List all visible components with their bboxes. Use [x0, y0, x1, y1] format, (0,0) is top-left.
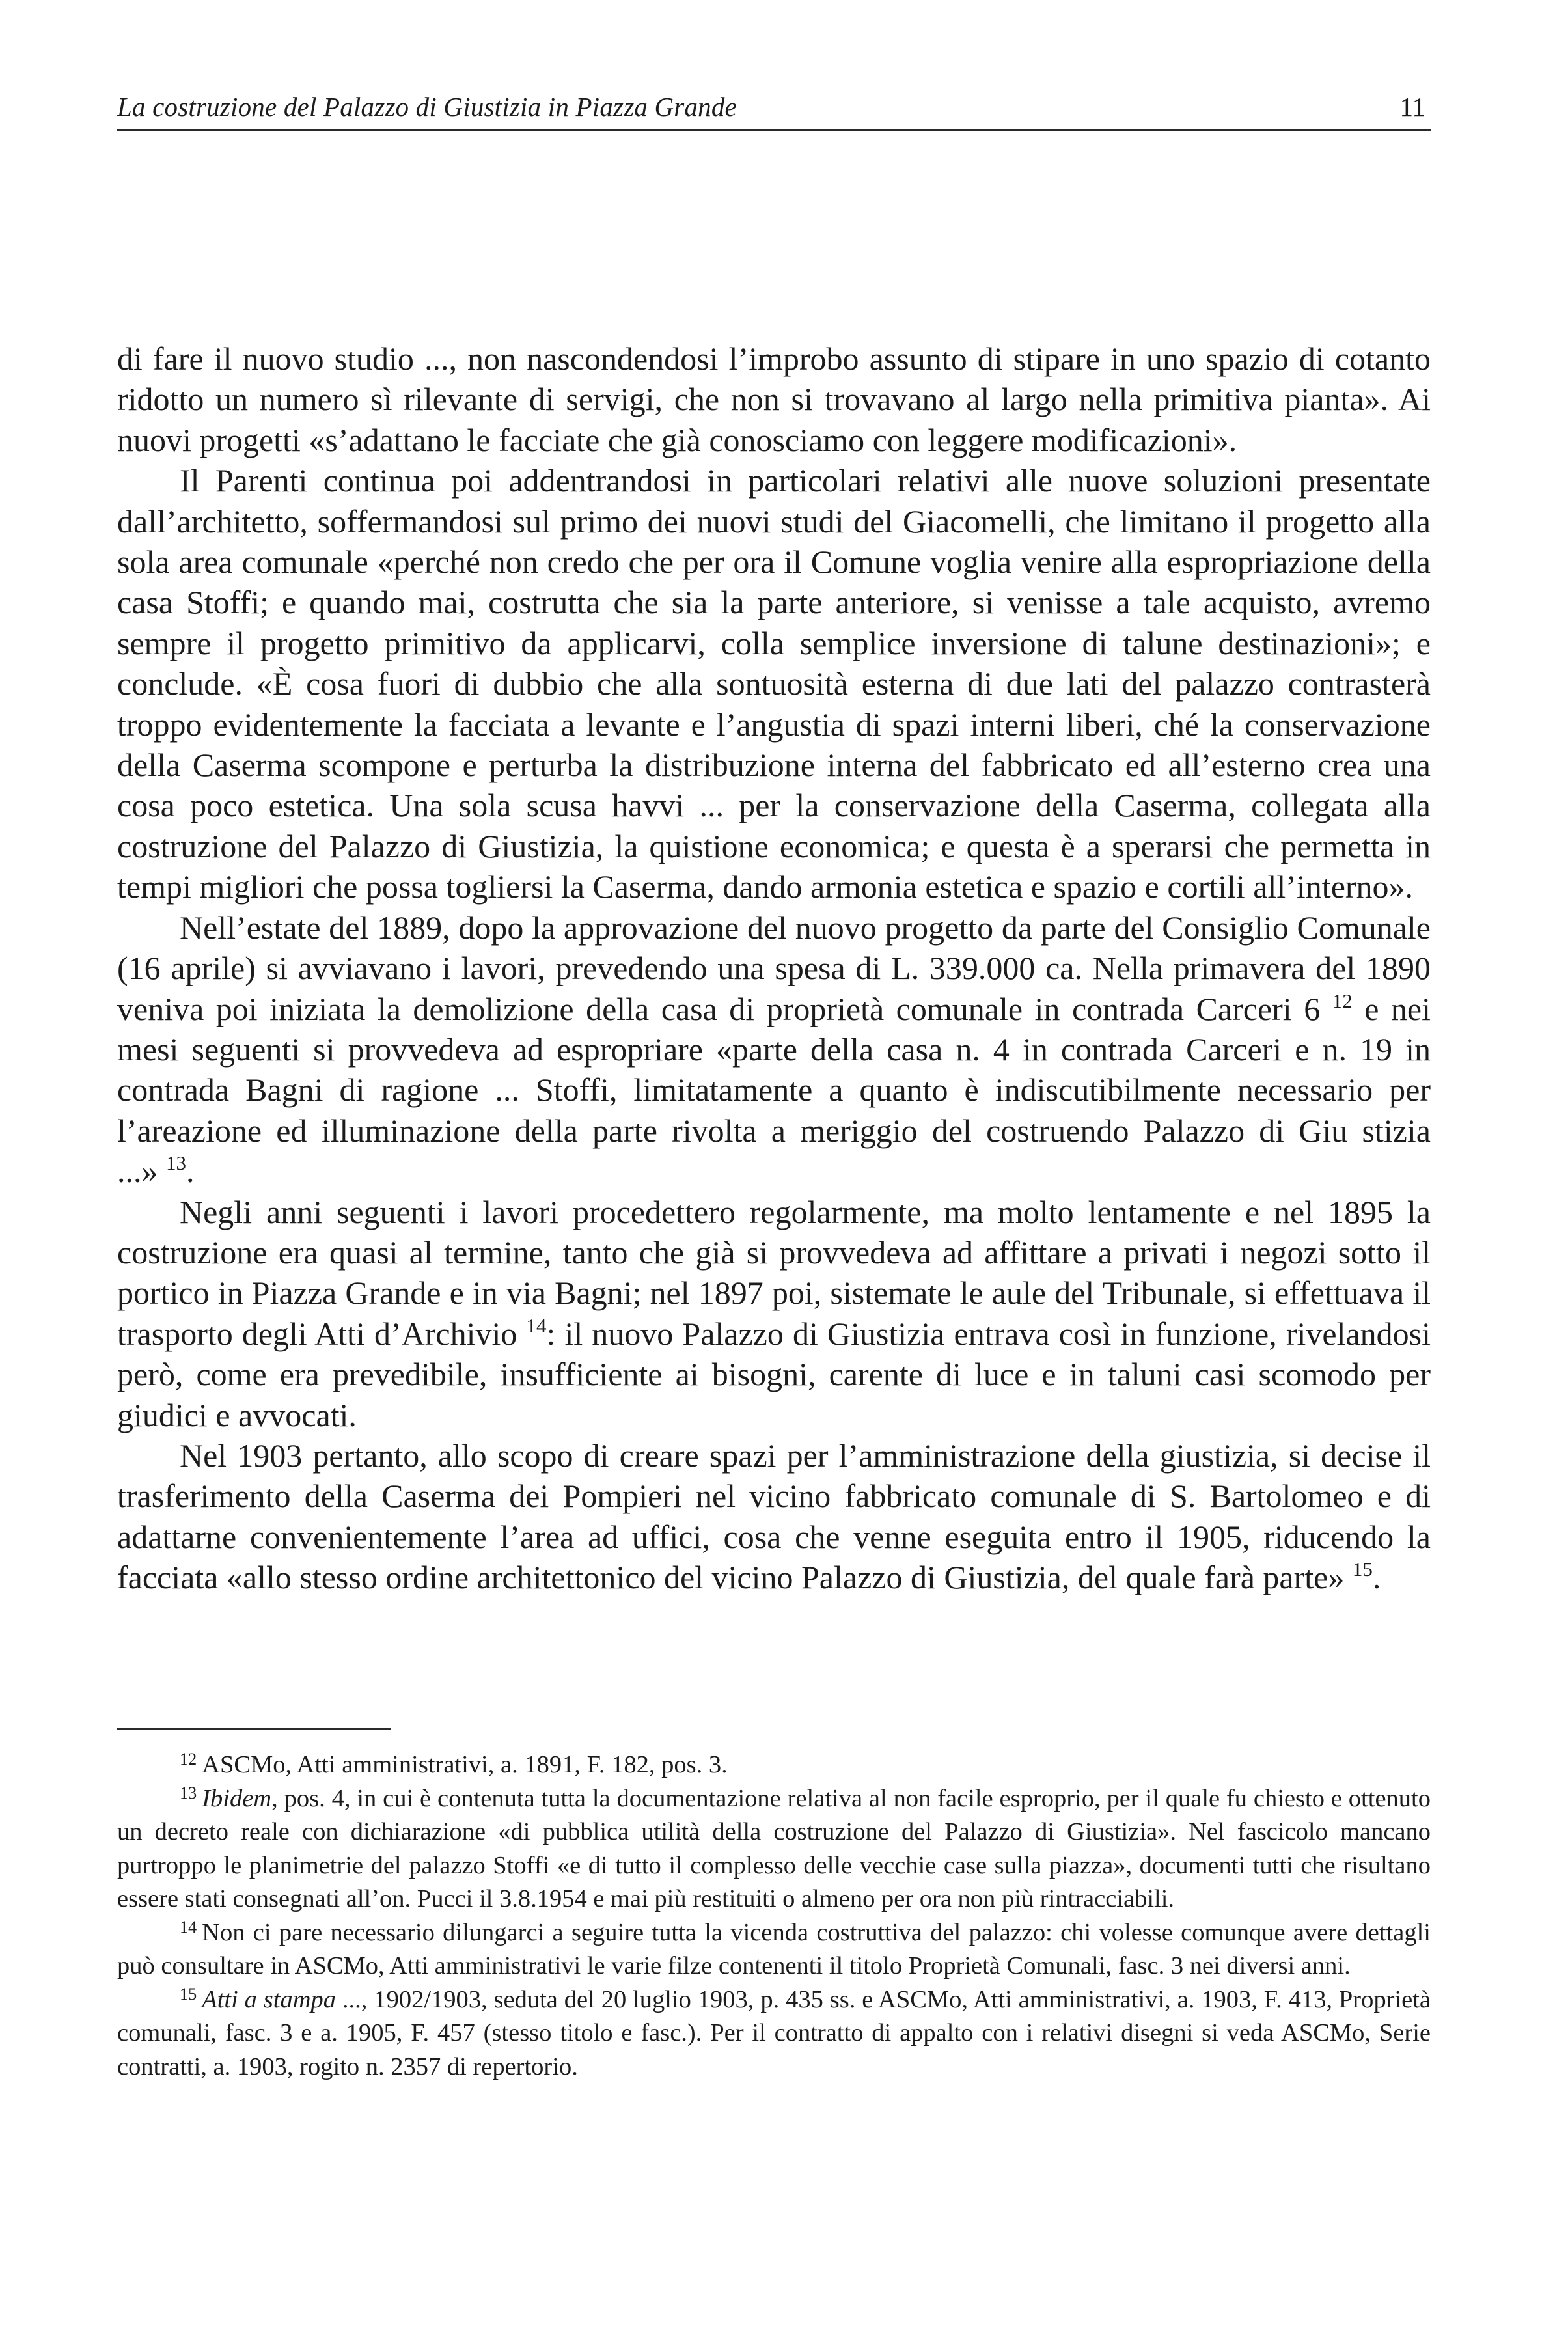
paragraph-5-text-a: Nel 1903 pertanto, allo scopo di creare spazi per l’amministrazione della giustizia, si decise il trasferimento della Caserma dei Pompieri nel vicino fabbricato comunale di S. Bartolomeo e di adattarne convenientemente l’area ad uffici, cosa che venne eseguita entro il 1905, riducendo la facciata «allo stesso ordine architettonico del vicino Palazzo di Giustizia, del quale farà parte»	[117, 1437, 1431, 1596]
footnote-14	[117, 1916, 1431, 1983]
footnote-number: 12	[180, 1750, 197, 1769]
footnote-ref-13[interactable]: 13	[166, 1151, 186, 1174]
footnote-text: ..., 1902/1903, seduta del 20 luglio 1903, p. 435 ss. e ASCMo, Atti amministrativi, a. 1903, F. 413, Proprietà comunali, fasc. 3 e a. 1905, F. 457 (stesso titolo e fasc.). Per il contratto di appalto con i relativi disegni si veda ASCMo, Serie contratti, a. 1903, rogito n. 2357 di repertorio.	[117, 1985, 1431, 2080]
footnote-number: 13	[180, 1783, 197, 1802]
footnote-text: ASCMo, Atti amministrativi, a. 1891, F. 182, pos. 3.	[202, 1751, 728, 1778]
footnote-italic: Atti a stampa	[202, 1985, 337, 2013]
footnote-number: 15	[180, 1984, 197, 2004]
paragraph-4-text-b: : il nuovo Palazzo di Giustizia entrava così in funzione, rivelandosi però, come era prevedibile, insufficiente ai bisogni, carente di luce e in taluni casi scomodo per giudici e avvocati.	[117, 1315, 1431, 1433]
paragraph-2-text: Il Parenti continua poi addentrandosi in particolari relativi alle nuove soluzioni presentate dall’architetto, soffermandosi sul primo dei nuovi studi del Giacomelli, che limitano il progetto alla sola area comunale «perché non credo che per ora il Comune voglia venire alla espropriazione della casa Stoffi; e quando mai, costrutta che sia la parte anteriore, si venisse a tale acquisto, avremo sempre il progetto primitivo da applicarvi, colla semplice inversione di talune destinazioni»; e conclude. «È cosa fuori di dubbio che alla sontuosità esterna di due lati del palazzo contrasterà troppo evidentemente la facciata a levante e l’angustia di spazi interni liberi, ché la conservazione della Caserma scompone e perturba la distribuzione interna del fabbricato ed all’esterno crea una cosa poco estetica. Una sola scusa havvi ... per la conservazione della Caserma, collegata alla costruzione del Palazzo di Giustizia, la quistione economica; e questa è a sperarsi che permetta in tempi migliori che possa togliersi la Caserma, dando armonia estetica e spazio e cortili all’interno».	[117, 462, 1431, 905]
paragraph-3	[117, 907, 1431, 1192]
body-text	[117, 338, 1431, 1598]
footnote-13	[117, 1782, 1431, 1916]
running-header	[117, 77, 1431, 131]
footnote-ref-14[interactable]: 14	[526, 1314, 547, 1337]
paragraph-4	[117, 1192, 1431, 1435]
footnote-text: Non ci pare necessario dilungarci a seguire tutta la vicenda costruttiva del palazzo: chi volesse comunque avere dettagli può consultare in ASCMo, Atti amministrativi le varie filze contenenti il titolo Proprietà Comunali, fasc. 3 nei diversi anni.	[117, 1918, 1431, 1979]
paragraph-1-text: di fare il nuovo studio ..., non nascondendosi l’improbo assunto di stipare in uno spazio di cotanto ridotto un numero sì rilevante di servigi, che non si trovavano al largo nella primitiva pianta». Ai nuovi progetti «s’adattano le facciate che già conosciamo con leggere modificazioni».	[117, 340, 1431, 458]
paragraph-1	[117, 338, 1431, 460]
running-title: La costruzione del Palazzo di Giustizia in Piazza Grande	[117, 92, 737, 122]
footnote-12	[117, 1748, 1431, 1782]
footnote-text: , pos. 4, in cui è contenuta tutta la documentazione relativa al non facile esproprio, per il quale fu chiesto e ottenuto un decreto reale con dichiarazione «di pubblica utilità della costruzione del Palazzo di Giustizia». Nel fascicolo mancano purtroppo le planimetrie del palazzo Stoffi «e di tutto il complesso delle vecchie case sulla piazza», documenti tutti che risultano essere stati consegnati all’on. Pucci il 3.8.1954 e mai più restituiti o almeno per ora non più rintracciabili.	[117, 1784, 1431, 1912]
paragraph-2	[117, 460, 1431, 907]
footnote-divider	[117, 1728, 391, 1730]
footnote-ref-12[interactable]: 12	[1332, 989, 1353, 1012]
paragraph-5	[117, 1435, 1431, 1598]
paragraph-4-text-a: Negli anni seguenti i lavori procedettero regolarmente, ma molto lentamente e nel 1895 la costruzione era quasi al termine, tanto che già si provvedeva ad affittare a privati i negozi sotto il portico in Piazza Grande e in via Bagni; nel 1897 poi, sistemate le aule del Tribunale, si effettuava il trasporto degli Atti d’Archivio	[117, 1193, 1431, 1352]
footnotes	[117, 1748, 1431, 2084]
footnote-number: 14	[180, 1917, 197, 1937]
footnote-ref-15[interactable]: 15	[1352, 1557, 1373, 1580]
page-number: 11	[1399, 92, 1425, 122]
paragraph-5-text-b: .	[1372, 1559, 1381, 1596]
footnote-italic: Ibidem	[202, 1784, 272, 1812]
footnote-15	[117, 1983, 1431, 2084]
paragraph-3-text-b: e nei mesi seguenti si provvedeva ad espropriare «parte della casa n. 4 in contrada Carceri e n. 19 in contrada Bagni di ragione ... Stoffi, limitatamente a quanto è indiscutibilmente necessario per l’areazione ed illuminazione della parte rivolta a meriggio del costruendo Palazzo di Giu stizia ...»	[117, 990, 1431, 1190]
paragraph-3-text-a: Nell’estate del 1889, dopo la approvazione del nuovo progetto da parte del Consiglio Comunale (16 aprile) si avviavano i lavori, prevedendo una spesa di L. 339.000 ca. Nella primavera del 1890 veniva poi iniziata la demolizione della casa di proprietà comunale in contrada Carceri 6	[117, 909, 1431, 1027]
paragraph-3-text-c: .	[186, 1153, 195, 1190]
